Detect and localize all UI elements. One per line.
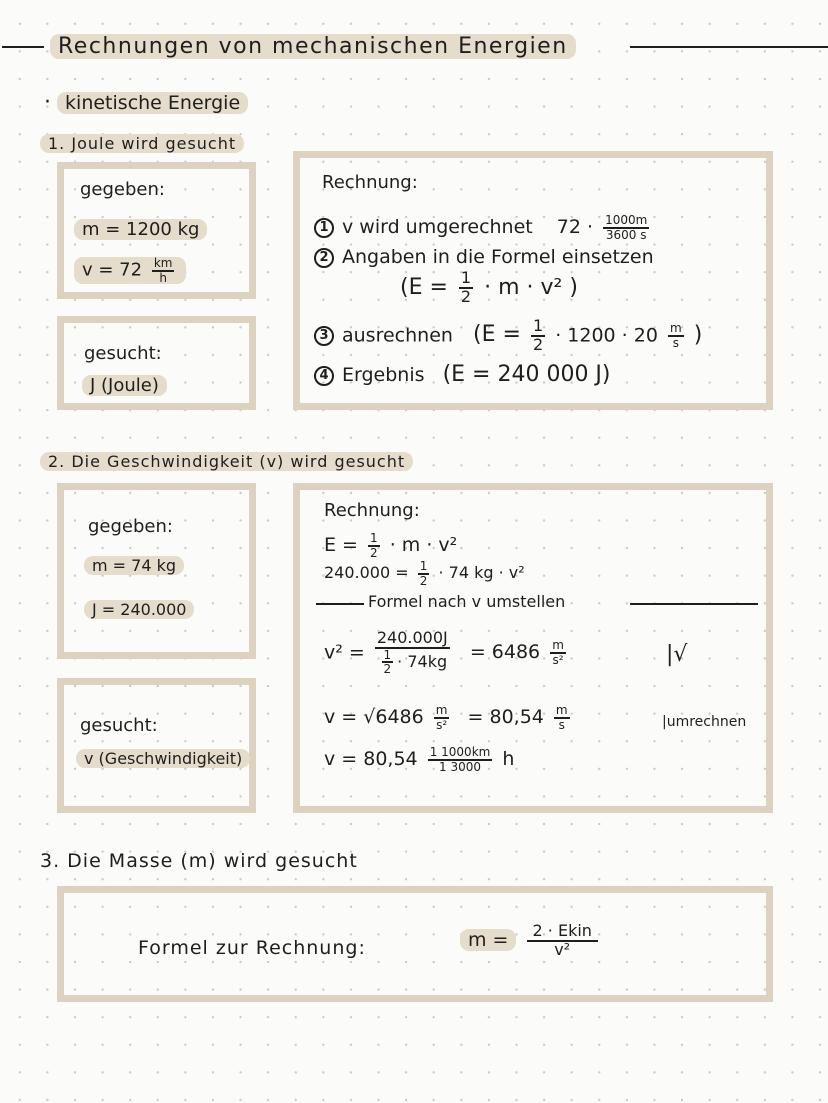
s2-given-label: gegeben: (88, 516, 173, 537)
s2-note-root: |√ (666, 642, 688, 667)
s2-formula-4: v = √6486 $\frac{m}{\text{s²}}$ = 80,54 $\frac{m}{s}$ (324, 703, 568, 732)
step-number-2: 2 (314, 248, 334, 268)
step-number-3: 3 (314, 326, 334, 346)
s2-given-m: m = 74 kg (84, 556, 184, 575)
s1-step4: 4 Ergebnis (E = 240 000 J) (314, 362, 611, 387)
s2-calc-label: Rechnung: (324, 500, 420, 521)
s1-given-v (74, 257, 186, 284)
s1-step1-frac: $\frac{1000m}{3600 s}$ (605, 213, 648, 242)
s2-formula-5: v = 80,54 $\frac{1 1000km}{1 3000}$ h (324, 745, 515, 774)
s2-sought-label: gesucht: (80, 715, 158, 736)
s2-formula-5-frac: $\frac{1 1000km}{1 3000}$ (429, 745, 491, 774)
s2-note-convert: |umrechnen (662, 714, 747, 730)
title-rule-left (2, 46, 44, 48)
s2-given-j: J = 240.000 (84, 600, 194, 619)
s1-given-v-unit: $\frac{km}{h}$ (153, 256, 173, 285)
s3-formula-label: Formel zur Rechnung: (138, 937, 366, 959)
s2-formula-3-frac: 240.000J $\frac{1}{2}$ · 74kg (376, 628, 448, 677)
s2-sought-value: v (Geschwindigkeit) (76, 749, 250, 768)
s3-heading: 3. Die Masse (m) wird gesucht (40, 850, 358, 872)
s1-sought-label: gesucht: (84, 343, 162, 364)
subtitle: · kinetische Energie (44, 90, 248, 115)
s3-formula-frac: $\frac{\text{2 · Ekin}}{\text{v²}}$ (527, 923, 598, 959)
s1-calc-label: Rechnung: (322, 172, 418, 193)
s2-divider-text: Formel nach v umstellen (368, 592, 566, 611)
s1-given-m: m = 1200 kg (74, 219, 207, 240)
title-rule-right (630, 46, 828, 48)
s2-heading: 2. Die Geschwindigkeit (v) wird gesucht (40, 452, 413, 471)
s2-given-box (57, 483, 256, 659)
s2-calc-box (293, 483, 773, 813)
s3-formula: m = $\frac{\text{2 · Ekin}}{\text{v²}}$ (460, 923, 602, 959)
s1-calc-box (293, 151, 773, 410)
page-title: Rechnungen von mechanischen Energien (50, 34, 576, 59)
subtitle-text: kinetische Energie (57, 92, 248, 114)
s1-sought-box (57, 316, 256, 410)
s2-sought-box (57, 678, 256, 813)
s1-given-label: gegeben: (80, 179, 165, 200)
s1-given-box (57, 162, 256, 299)
s2-divider-left (316, 603, 364, 605)
s1-step2-formula: (E = $\frac{1}{2}$ · m · v² ) (400, 268, 578, 306)
step-number-1: 1 (314, 218, 334, 238)
s1-step3: 3 ausrechnen (E = $\frac{1}{2}$ · 1200 · 20 $\frac{m}{s}$ ) (314, 318, 702, 354)
s1-heading: 1. Joule wird gesucht (40, 134, 244, 153)
s2-formula-3: v² = 240.000J $\frac{1}{2}$ · 74kg = 6486 $\frac{m}{\text{s²}}$ (324, 628, 564, 677)
s1-given-v-text: v = 72 (82, 259, 143, 281)
s2-formula-2: 240.000 = $\frac{1}{2}$ · 74 kg · v² (324, 559, 525, 588)
s2-formula-1: E = $\frac{1}{2}$ · m · v² (324, 531, 458, 560)
s3-box (57, 886, 773, 1002)
s2-divider-right (630, 603, 758, 605)
s1-sought-value: J (Joule) (82, 375, 167, 396)
step-number-4: 4 (314, 366, 334, 386)
s1-step2: 2 Angaben in die Formel einsetzen (314, 246, 654, 268)
s1-step1: 1 v wird umgerechnet 72 · $\frac{1000m}{3600 s}$ (314, 214, 653, 241)
